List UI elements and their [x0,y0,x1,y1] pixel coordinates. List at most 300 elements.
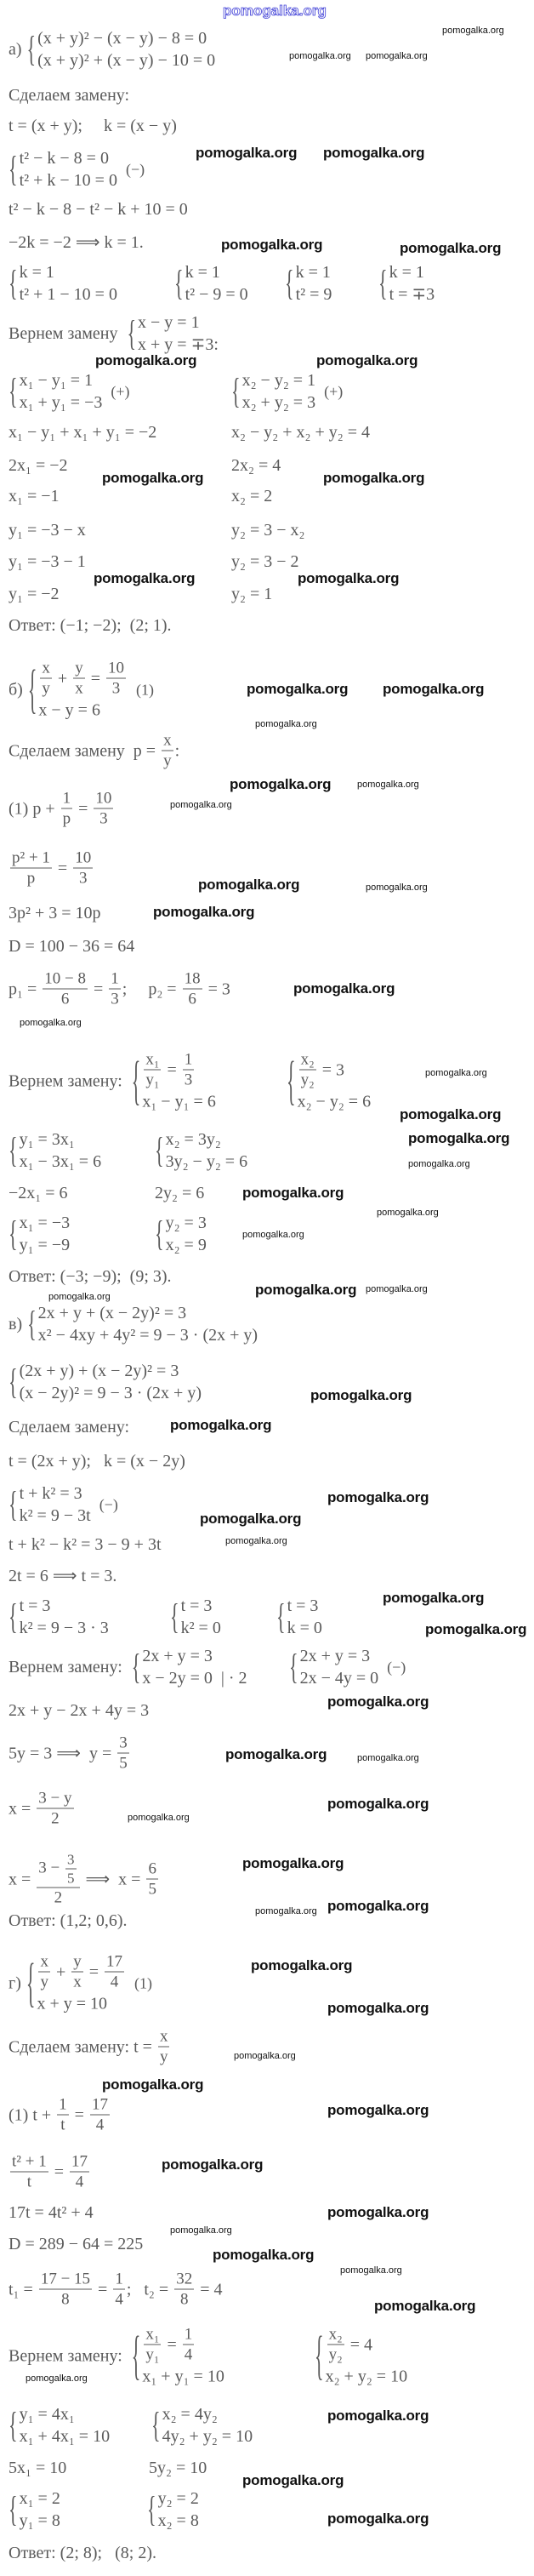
math-text: 3 [111,990,119,1008]
left-brace: { [127,312,137,354]
left-brace: { [9,148,18,190]
system-row [185,264,248,281]
system [9,1597,109,1636]
fraction [90,2097,110,2133]
math-text: = [53,859,72,877]
left-brace: { [151,2404,161,2446]
math-text: x + y = ∓3: [138,335,219,354]
math-line [9,1453,185,1470]
math-line [9,850,94,887]
math-text: Сделаем замену: [9,1418,130,1437]
system-g [9,1951,152,2013]
math-text: = [74,799,93,818]
fraction-denominator [117,1754,129,1772]
math-text: x₁ = −1 [9,487,60,505]
system-rows [37,30,215,69]
fraction-denominator [49,1809,61,1827]
system-row [287,1597,322,1614]
fraction-numerator [71,1954,83,1973]
system [289,1648,406,1687]
system-rows [38,660,128,719]
watermark: pomogalka.org [357,780,419,790]
fraction [158,2029,170,2065]
system [170,1597,221,1636]
fraction-numerator [158,2029,170,2048]
system-rows [298,1052,372,1111]
system-row [162,2428,253,2445]
left-brace: { [9,262,18,304]
system-row [158,2490,199,2507]
system-row [20,1619,109,1636]
system-label: в) [9,1315,23,1334]
system-row [20,1485,91,1502]
math-line [9,201,188,218]
fraction-numerator [146,1861,158,1880]
operation-note: (−) [125,161,145,178]
math-text: x₁ − y₁ = 6 [142,1092,216,1111]
watermark: pomogalka.org [323,470,425,486]
math-text: 2 [51,1809,60,1828]
math-text: x₁ = 2 [19,2489,60,2508]
watermark: pomogalka.org [327,2408,429,2424]
math-text: y [163,751,172,770]
system-row [138,336,219,353]
fraction [144,2327,161,2363]
system-rows [296,264,332,303]
math-text: 5 [67,1870,75,1887]
watermark: pomogalka.org [377,1208,439,1218]
math-text: k = 1 [19,263,54,282]
math-text: 3y₂ − y₂ = 6 [165,1152,248,1171]
equation-system [9,1485,118,1524]
math-text: x₂ − y₂ = 1 [241,371,316,390]
math-text: + [51,1962,71,1981]
watermark: pomogalka.org [327,2510,429,2527]
watermark: pomogalka.org [255,1282,357,1298]
system [151,2406,253,2445]
math-text: x₂ = 4y₂ [162,2405,218,2424]
system-row [242,394,316,411]
math-line [9,1853,160,1906]
fraction [71,1954,83,1991]
math-text: D = 289 − 64 = 225 [9,2235,144,2253]
math-text: 17t = 4t² + 4 [9,2203,94,2222]
system-row [20,2406,111,2423]
watermark: pomogalka.org [170,800,232,810]
watermark: pomogalka.org [221,237,323,253]
watermark: pomogalka.org [225,1536,287,1546]
math-line [9,733,179,769]
left-brace: { [27,657,37,719]
fraction-denominator [38,1973,50,1991]
fraction-denominator [98,809,110,827]
system [9,657,154,720]
system [174,264,248,303]
math-text: Сделаем замену p = [9,741,161,760]
system-row [20,1131,102,1148]
math-line [9,2459,66,2476]
fraction-numerator [144,2327,161,2345]
math-text: x₂ [300,1050,315,1069]
watermark: pomogalka.org [95,352,197,368]
fraction-denominator [40,679,52,697]
system-row [20,2490,60,2507]
fraction-denominator [53,1888,65,1906]
math-text: 10 − 8 [44,969,86,988]
math-text: 3 [111,679,121,698]
system-row [298,1094,372,1111]
math-text: 2 [54,1888,63,1907]
math-text: (x + y)² − (x − y) − 8 = 0 [37,29,207,48]
fraction [144,1052,161,1088]
equation-system [9,314,219,353]
watermark: pomogalka.org [200,1511,302,1527]
math-text: 1 [184,1050,193,1069]
watermark: pomogalka.org [374,2298,476,2314]
fraction [65,1853,77,1886]
math-text: x₁ + y₁ = −3 [19,393,103,412]
system [9,2490,60,2529]
equation-system [289,1648,406,1687]
math-text: t₁ = [9,2280,37,2299]
math-text: y₂ = 3 − 2 [231,552,299,571]
math-line [9,488,60,505]
fraction-denominator [59,2116,66,2133]
math-text: 2x + y + (x − 2y)² = 3 [37,1304,187,1322]
math-text: ⟹ x = [81,1870,145,1888]
left-brace: { [26,1951,36,2013]
math-text: x₂ + y₂ = 10 [325,2367,408,2386]
equation-system [9,1048,216,1111]
math-text: = 4 [345,2335,372,2354]
system-row [242,372,316,389]
math-text: y [40,1973,48,1991]
equation-system [287,1048,372,1111]
fraction-numerator [61,791,73,809]
math-text: k = 1 [295,263,331,282]
math-text: 1 [59,2095,67,2114]
fraction [109,971,121,1008]
math-text: 2x₂ = 4 [231,456,281,475]
math-text: y [73,1952,82,1971]
fraction [183,971,202,1008]
math-text: x₂ + y₂ = 3 [241,393,316,412]
left-brace: { [155,1129,164,1171]
watermark: pomogalka.org [366,51,428,61]
watermark: pomogalka.org [48,1292,111,1302]
math-text: 5x₁ = 10 [9,2459,67,2477]
math-text: k = 1 [389,263,424,282]
math-text: y [159,2048,168,2066]
left-brace: { [9,2488,18,2530]
fraction-numerator [65,1853,77,1870]
left-brace: { [287,1048,296,1111]
system-rows [20,1597,109,1636]
system-row [181,1619,221,1636]
system-row [296,264,332,281]
math-line [9,1419,129,1436]
fraction [73,660,85,697]
system-row [389,286,435,303]
math-text: 6 [148,1859,156,1878]
math-text: 5y₂ = 10 [149,2459,207,2477]
math-text: 3 − [38,1859,64,1877]
math-text: 1 [184,2325,193,2344]
system-a [9,30,215,69]
math-text: x [40,1952,48,1971]
math-text: t = (x + y); k = (x − y) [9,117,177,135]
fraction-numerator [94,791,113,809]
equation-system [155,1131,247,1170]
fraction-denominator [144,1071,161,1088]
watermark: pomogalka.org [289,51,351,61]
system-rows [166,1214,207,1254]
system-row [166,1153,248,1170]
operation-note: (−) [99,1496,118,1513]
fraction [113,2271,125,2308]
math-text: x₁ − y₁ = 1 [19,371,94,390]
math-text: x₁ [145,1050,160,1069]
watermark: pomogalka.org [366,1284,428,1294]
math-text: p [26,869,36,888]
system-row [166,1131,248,1148]
equation-system [231,372,343,411]
fraction-denominator [146,1880,158,1898]
watermark: pomogalka.org [327,1796,429,1812]
left-brace: { [27,1303,37,1345]
math-text: 4y₂ + y₂ = 10 [162,2427,253,2446]
math-text: x₂ [328,2325,343,2344]
fraction-denominator [179,2290,190,2308]
system [155,1214,207,1254]
math-line [231,488,272,505]
fraction-denominator [186,990,198,1008]
system [147,2490,199,2529]
math-text: Сделаем замену: [9,86,130,105]
fraction [37,1853,79,1906]
left-brace: { [276,1596,286,1637]
math-text: Сделаем замену: t = [9,2037,156,2056]
system-row [158,2512,199,2529]
equation-system [155,1214,207,1254]
math-text: Ответ: (1,2; 0,6). [9,1911,128,1930]
math-text: 4 [110,1973,119,1991]
watermark: pomogalka.org [383,681,485,697]
math-text: Ответ: (−3; −9); (9; 3). [9,1267,172,1286]
operation-note: (+) [111,383,130,400]
system-rows [185,264,248,303]
math-line [9,1185,68,1202]
system-row [166,1237,207,1254]
math-text: x [163,731,172,750]
fraction-numerator [144,1052,161,1071]
fraction [105,1954,124,1991]
system [9,1648,247,1687]
system-b [9,657,154,720]
left-brace: { [9,1483,18,1525]
system-rows [242,372,316,411]
system-rows [142,1052,216,1111]
math-text: t [60,2116,65,2134]
system-row [142,1052,216,1088]
math-text: = 3 [317,1060,344,1079]
math-text: 32 [176,2270,193,2288]
watermark: pomogalka.org [247,681,349,697]
math-text: t² − k − 8 = 0 [19,149,109,168]
math-text: k = 0 [287,1619,322,1637]
system-label: Вернем замену [9,324,122,343]
math-line [9,791,115,827]
system-row [20,286,117,303]
system-row [142,1094,216,1111]
fraction-numerator [183,1052,195,1071]
fraction [94,791,113,827]
math-text: x₁ = −3 [19,1214,71,1232]
fraction [61,791,73,827]
math-text: (x + y)² + (x − y) − 10 = 0 [37,51,216,70]
system-row [326,2368,408,2385]
system [285,264,332,303]
math-text: x₂ − y₂ + x₂ + y₂ = 4 [231,423,371,442]
system [231,372,343,411]
system [9,2406,110,2445]
system-row [142,2368,224,2385]
fraction-denominator [26,2173,33,2190]
math-text: x₁ [145,2325,160,2344]
math-line [9,585,60,603]
watermark: pomogalka.org [128,1813,190,1823]
math-text: 4 [184,2345,193,2364]
left-brace: { [289,1646,298,1688]
system-rows [38,1305,258,1344]
math-text: t = ∓3 [389,285,435,304]
fraction-denominator [109,990,121,1008]
math-text: t² = 9 [295,285,332,304]
math-text: Ответ: (−1; −2); (2; 1). [9,616,172,635]
operation-note: (+) [324,383,344,400]
math-text: 1 [111,969,119,988]
system-row [20,264,117,281]
system-label: Вернем замену: [9,2346,127,2365]
fraction-denominator [65,1870,77,1886]
fraction [43,971,88,1008]
equation-system [9,2406,110,2445]
math-text: k² = 0 [180,1619,221,1637]
equation-system [9,1362,202,1402]
watermark: pomogalka.org [94,570,196,586]
math-text: t = 3 [180,1596,213,1615]
system [9,1048,216,1111]
left-brace: { [174,262,184,304]
math-text: x₁ − 3x₁ = 6 [19,1152,102,1171]
math-text: y₂ = 2 [157,2489,199,2508]
math-text: t = (2x + y); k = (x − 2y) [9,1452,185,1471]
watermark: pomogalka.org [170,1417,272,1433]
math-text: t² + 1 − 10 = 0 [19,285,117,304]
system-row [20,1385,202,1402]
fraction-denominator [77,869,89,887]
watermark: pomogalka.org [242,1855,344,1871]
math-line [231,424,370,441]
system-row [37,1954,126,1991]
math-text: y₁ = 4x₁ [19,2405,75,2424]
system [9,1362,202,1402]
system-row [296,286,332,303]
system-rows [389,264,435,303]
math-text: y₂ = 1 [231,585,273,603]
fraction-denominator [109,1973,121,1991]
math-text: x = [9,1799,36,1818]
math-text: x = [9,1870,36,1888]
math-text: Ответ: (2; 8); (8; 2). [9,2544,156,2562]
watermark: pomogalka.org [20,1018,82,1028]
math-text: (1) p + [9,799,60,818]
math-text: t² + 1 [12,2152,47,2171]
fraction-denominator [327,2345,344,2363]
math-text: 5 [148,1880,156,1899]
math-text: t = 3 [19,1596,51,1615]
math-text: 2x + y − 2x + 4y = 3 [9,1701,150,1720]
fraction-numerator [10,850,52,869]
fraction [106,660,126,697]
fraction-numerator [162,733,173,751]
watermark: pomogalka.org [234,2051,296,2061]
system [287,1048,372,1111]
watermark: pomogalka.org [255,1906,317,1916]
system-row [138,314,219,331]
fraction-denominator [111,679,122,697]
fraction-numerator [105,1954,124,1973]
fraction-numerator [117,1735,129,1754]
equation-system [315,2323,408,2386]
system-row [20,2512,60,2529]
watermark: pomogalka.org [242,1185,344,1201]
system-row [20,1597,109,1614]
watermark: pomogalka.org [26,2373,88,2384]
system-row [298,1052,372,1088]
math-line [9,234,144,251]
system-row [20,150,117,167]
math-text: t² − 9 = 0 [185,285,248,304]
math-line [9,1536,162,1553]
math-text: 1 [62,789,71,808]
equation-system [285,264,332,303]
left-brace: { [9,370,18,412]
math-text: 2y₂ = 6 [155,1184,205,1202]
watermark: pomogalka.org [408,1130,510,1146]
system-label: а) [9,40,22,59]
math-text: = 4 [196,2280,223,2299]
system-rows [142,2327,224,2385]
answer-v [9,1912,128,1929]
system [276,1597,322,1636]
math-line [9,2204,94,2221]
math-text: D = 100 − 36 = 64 [9,937,135,956]
math-text: 10 [107,659,124,677]
fraction-numerator [10,2154,48,2173]
math-text: y₁ [145,1071,160,1089]
math-text: y₂ = 3 [165,1214,207,1232]
math-text: 5y = 3 ⟹ y = [9,1744,116,1762]
system-rows [326,2327,408,2385]
fraction-numerator [73,660,85,679]
fraction [327,2327,344,2363]
math-line [9,971,230,1008]
math-line [9,87,129,104]
watermark: pomogalka.org [327,1489,429,1505]
math-line [9,938,134,955]
system [9,30,215,69]
